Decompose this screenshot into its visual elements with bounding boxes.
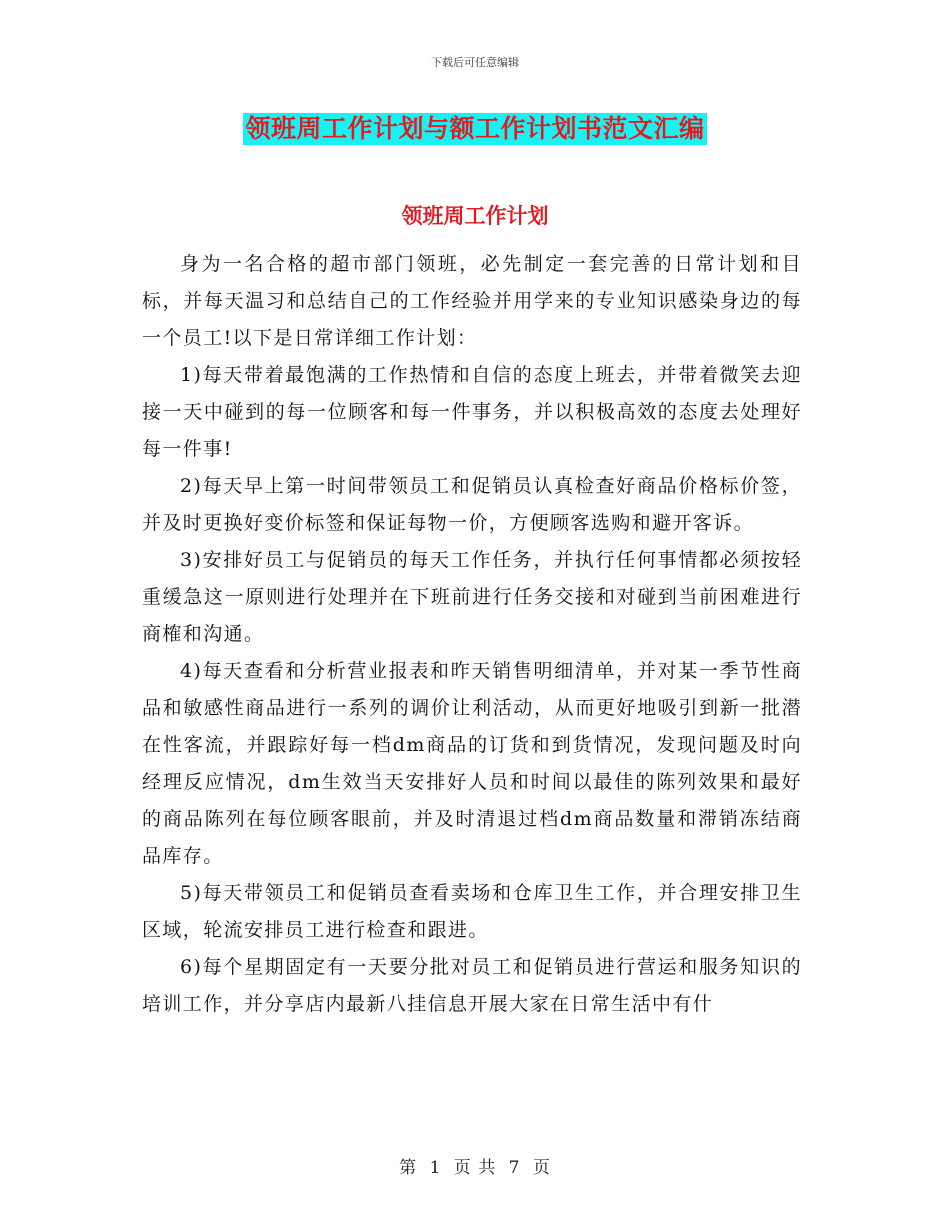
paragraph-item-4: 4)每天查看和分析营业报表和昨天销售明细清单，并对某一季节性商品和敏感性商品进行一系列的调价让利活动，从而更好地吸引到新一批潜在性客流，并跟踪好每一档dm商品的订货和到货情况，发现问题及时向经理反应情况，dm生效当天安排好人员和时间以最佳的陈列效果和最好的商品陈列在每位顾客眼前，并及时清退过档dm商品数量和滞销冻结商品库存。 <box>142 660 802 867</box>
main-title: 领班周工作计划与额工作计划书范文汇编 <box>245 114 705 143</box>
footer-page-number: 1 <box>429 1158 442 1178</box>
body-text <box>142 246 802 1023</box>
footer-total-pages: 7 <box>508 1158 521 1178</box>
paragraph-item-5: 5)每天带领员工和促销员查看卖场和仓库卫生工作，并合理安排卫生区域，轮流安排员工进行检查和跟进。 <box>142 882 802 941</box>
paragraph-item-2: 2)每天早上第一时间带领员工和促销员认真检查好商品价格标价签，并及时更换好变价标签和保证每物一价，方便顾客选购和避开客诉。 <box>142 475 802 534</box>
header-note: 下载后可任意编辑 <box>431 56 519 69</box>
footer-prefix: 第 <box>399 1158 418 1178</box>
main-title-wrap <box>0 113 950 145</box>
paragraph-item-6: 6)每个星期固定有一天要分批对员工和促销员进行营运和服务知识的培训工作，并分享店内最新八挂信息开展大家在日常生活中有什 <box>142 956 802 1015</box>
footer-suffix: 页 <box>532 1158 551 1178</box>
paragraph-intro: 身为一名合格的超市部门领班，必先制定一套完善的日常计划和目标，并每天温习和总结自己的工作经验并用学来的专业知识感染身边的每一个员工!以下是日常详细工作计划： <box>142 253 802 349</box>
footer-mid: 页 共 <box>453 1158 497 1178</box>
section-title: 领班周工作计划 <box>401 203 549 228</box>
paragraph-item-3: 3)安排好员工与促销员的每天工作任务，并执行任何事情都必须按轻重缓急这一原则进行处理并在下班前进行任务交接和对碰到当前困难进行商榷和沟通。 <box>142 549 802 645</box>
paragraph-item-1: 1)每天带着最饱满的工作热情和自信的态度上班去，并带着微笑去迎接一天中碰到的每一位顾客和每一件事务，并以积极高效的态度去处理好每一件事! <box>142 364 802 460</box>
page-footer <box>0 1153 950 1178</box>
